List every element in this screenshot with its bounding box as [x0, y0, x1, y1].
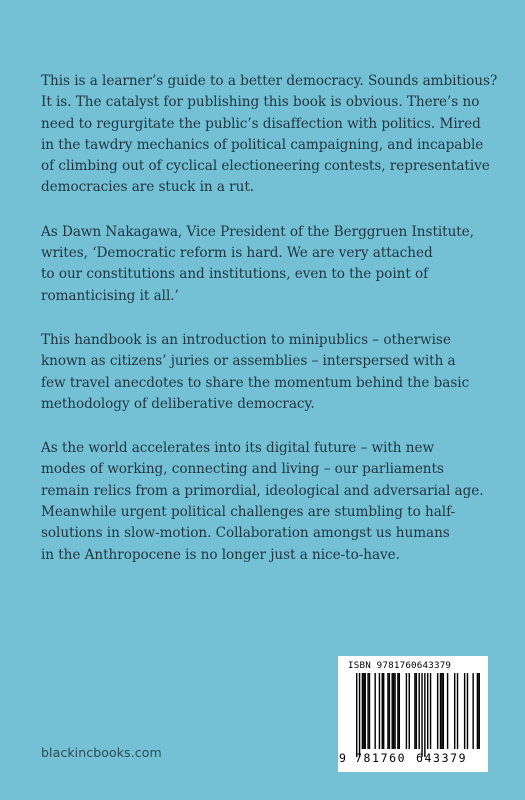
back-cover-blurb — [41, 71, 498, 589]
blurb-line: in the Anthropocene is no longer just a nice-to-have. — [41, 546, 400, 563]
blurb-line: As the world accelerates into its digital future – with new — [41, 440, 435, 457]
blurb-line: methodology of deliberative democracy. — [41, 395, 315, 412]
publisher-website: blackincbooks.com — [41, 745, 162, 760]
barcode-bar — [472, 673, 473, 749]
blurb-line: known as citizens’ juries or assemblies – interspersed with a — [41, 353, 456, 370]
blurb-line: in the tawdry mechanics of political campaigning, and incapable — [41, 136, 484, 153]
barcode-bar — [418, 673, 419, 749]
barcode-bar — [478, 673, 479, 749]
barcode-bar — [457, 673, 458, 749]
blurb-paragraph-2 — [41, 222, 491, 307]
barcode-bar — [454, 673, 455, 749]
isbn-label: ISBN 9781760643379 — [348, 660, 452, 671]
barcode-bar — [427, 673, 428, 749]
barcode-bar — [394, 673, 395, 749]
blurb-line: romanticising it all.’ — [41, 287, 179, 304]
blurb-line: This handbook is an introduction to minipublics – otherwise — [41, 331, 451, 348]
barcode-bar — [365, 673, 366, 749]
barcode-bar — [356, 673, 357, 757]
barcode-bar — [406, 673, 407, 749]
barcode-digit-group-right: 643379 — [416, 751, 468, 765]
barcode-bar — [424, 673, 425, 757]
blurb-line: of climbing out of cyclical electioneering contests, representative — [41, 158, 490, 175]
barcode-bars — [346, 673, 480, 759]
barcode-bar — [464, 673, 465, 749]
barcode-bar — [363, 673, 364, 749]
barcode-bar — [387, 673, 388, 749]
barcode-bar — [447, 673, 448, 749]
blurb-paragraph-1 — [41, 71, 498, 199]
barcode-digit-lead: 9 — [339, 751, 346, 765]
blurb-line: democracies are stuck in a rut. — [41, 179, 255, 196]
barcode-bar — [440, 673, 441, 749]
blurb-line: remain relics from a primordial, ideological and adversarial age. — [41, 482, 484, 499]
barcode-bar — [367, 673, 368, 749]
barcode-bar — [430, 673, 431, 749]
barcode-bar — [362, 673, 363, 749]
barcode-bar — [441, 673, 442, 749]
blurb-line: to our constitutions and institutions, even to the point of — [41, 266, 429, 283]
barcode-bar — [389, 673, 390, 749]
barcode-bar — [414, 673, 415, 749]
blurb-paragraph-3 — [41, 330, 491, 415]
blurb-line: few travel anecdotes to share the momentum behind the basic — [41, 374, 470, 391]
blurb-line: need to regurgitate the public’s disaffection with politics. Mired — [41, 115, 481, 132]
barcode-bar — [409, 673, 410, 749]
barcode-bar — [399, 673, 400, 749]
barcode-bar — [383, 673, 384, 749]
blurb-paragraph-4 — [41, 438, 491, 566]
barcode-bar — [421, 673, 422, 757]
isbn-barcode — [338, 656, 488, 772]
barcode-bar — [397, 673, 398, 749]
blurb-line: As Dawn Nakagawa, Vice President of the Berggruen Institute, — [41, 223, 474, 240]
barcode-bar — [467, 673, 468, 749]
barcode-bar — [443, 673, 444, 749]
blurb-line: solutions in slow-motion. Collaboration amongst us humans — [41, 525, 450, 542]
barcode-bar — [379, 673, 380, 749]
blurb-line: Meanwhile urgent political challenges are stumbling to half- — [41, 504, 456, 521]
blurb-line: This is a learner’s guide to a better democracy. Sounds ambitious? — [41, 73, 498, 89]
barcode-bar — [374, 673, 375, 749]
barcode-bar — [369, 673, 370, 749]
barcode-bar — [382, 673, 383, 749]
barcode-bar — [416, 673, 417, 749]
barcode-bar — [477, 673, 478, 749]
barcode-bar — [359, 673, 360, 757]
blurb-line: writes, ‘Democratic reform is hard. We are very attached — [41, 245, 433, 262]
barcode-bar — [437, 673, 438, 749]
barcode-digit-group-left: 781760 — [355, 751, 407, 765]
blurb-line: modes of working, connecting and living – our parliaments — [41, 461, 444, 478]
barcode-bar — [392, 673, 393, 749]
blurb-line: It is. The catalyst for publishing this book is obvious. There’s no — [41, 94, 480, 111]
barcode-bar — [393, 673, 394, 749]
